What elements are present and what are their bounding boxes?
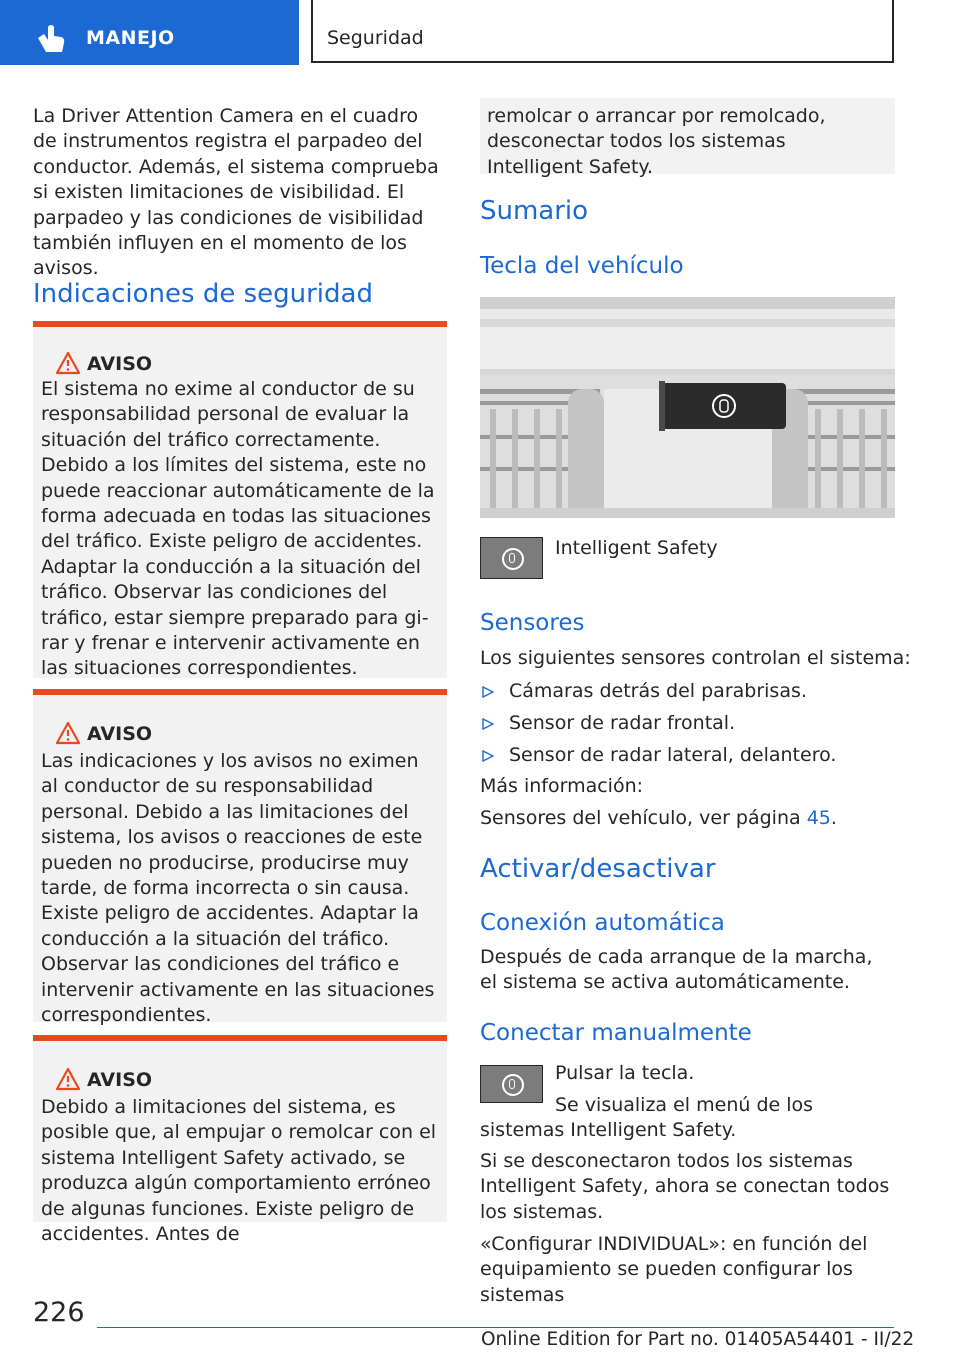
warning-title: AVISO [87, 723, 153, 745]
footer-divider [97, 1327, 894, 1328]
warning-box-2 [33, 689, 447, 1027]
sensores-heading: Sensores [480, 610, 585, 636]
warning-triangle-icon [55, 721, 81, 745]
activar-heading: Activar/desactivar [480, 854, 716, 884]
warning-text: El sistema no exime al conductor de su responsabilidad personal de evaluar la situación del tráfico correctamente. Debido a los límites del sistema, este no puede reaccionar automáticamente de la forma adecuada en todas las situaciones del tráfico. Existe peligro de accidentes. Adaptar la conducción a la situación del tráfico. Observar las condiciones del tráfico, estar siempre preparado para girar y frenar e intervenir activamente en las situaciones correspondientes. [41, 378, 435, 680]
safety-heading: Indicaciones de seguridad [33, 279, 373, 309]
warning-text: Las indicaciones y los avisos no eximen al conductor de su responsabilidad personal. Debido a las limitaciones del sistema, los avisos o reacciones de este pueden no producirse, producirse muy tarde, de forma incorrecta o sin causa. Existe peligro de accidentes. Adaptar la conducción a la situación del tráfico. Observar las condiciones del tráfico e intervenir activamente en las situaciones correspondientes. [41, 750, 435, 1027]
sensores-intro: Los siguientes sensores controlan el sistema: [480, 647, 911, 669]
warning-title: AVISO [87, 1069, 153, 1091]
sensor-item-text: Cámaras detrás del parabrisas. [509, 680, 807, 702]
section-tab [0, 0, 299, 65]
reference-end: . [830, 807, 837, 829]
key-label: Intelligent Safety [555, 537, 718, 559]
footer-edition: Online Edition for Part no. 01405A54401 - II/22 [481, 1329, 915, 1350]
bullet-triangle-icon [482, 750, 494, 762]
warning-text: Debido a limitaciones del sistema, es posible que, al empujar o remolcar con el sistema Intelligent Safety activado, se produzca algún comportamiento erróneo de algunas funciones. Existe peligro de accidentes. Antes de [41, 1096, 437, 1246]
conexion-text: Después de cada arranque de la marcha, el sistema se activa automáticamente. [480, 946, 873, 994]
page-link[interactable]: 45 [806, 807, 831, 829]
section-label: MANEJO [86, 27, 175, 49]
sumario-heading: Sumario [480, 196, 589, 226]
continued-warning-text: remolcar o arrancar por remolcado, desconectar todos los sistemas Intelligent Safety. [487, 105, 826, 178]
vehicle-button-photo [480, 297, 895, 518]
configurar-text: «Configurar INDIVIDUAL»: en función del equipamiento se pueden configurar los sistemas [480, 1233, 868, 1306]
bullet-triangle-icon [482, 686, 494, 698]
bullet-triangle-icon [482, 718, 494, 730]
continued-warning-box [480, 98, 895, 178]
sensor-list [480, 679, 836, 775]
warning-box-1 [33, 321, 447, 678]
visualiza-text: Se visualiza el menú de los sistemas Intelligent Safety. [480, 1094, 814, 1142]
list-item [480, 711, 836, 743]
sensor-item-text: Sensor de radar frontal. [509, 712, 736, 734]
page-number: 226 [33, 1297, 85, 1328]
tecla-heading: Tecla del vehículo [480, 253, 684, 279]
topic-label: Seguridad [327, 27, 424, 49]
warning-box-3 [33, 1035, 447, 1246]
topic-header [311, 0, 894, 63]
conectar-heading: Conectar manualmente [480, 1020, 752, 1046]
warning-triangle-icon [55, 1067, 81, 1091]
sensor-item-text: Sensor de radar lateral, delantero. [509, 744, 837, 766]
list-item [480, 679, 836, 711]
page-reference [480, 806, 837, 831]
conexion-heading: Conexión automática [480, 910, 725, 936]
intelligent-safety-key-icon [480, 537, 543, 579]
warning-triangle-icon [55, 351, 81, 375]
reference-text: Sensores del vehículo, ver página [480, 807, 807, 829]
steering-hand-icon [34, 24, 68, 54]
warning-title: AVISO [87, 353, 153, 375]
pulsar-text: Pulsar la tecla. [555, 1062, 695, 1084]
list-item [480, 743, 836, 775]
desconectaron-text: Si se desconectaron todos los sistemas Intelligent Safety, ahora se conectan todos los sistemas. [480, 1150, 890, 1223]
intro-paragraph: La Driver Attention Camera en el cuadro de instrumentos registra el parpadeo del conductor. Además, el sistema comprueba si existen limitaciones de visibilidad. El parpadeo y las condiciones de visibilidad también influyen en el momento de los avisos. [33, 105, 439, 280]
mas-info: Más información: [480, 775, 644, 797]
